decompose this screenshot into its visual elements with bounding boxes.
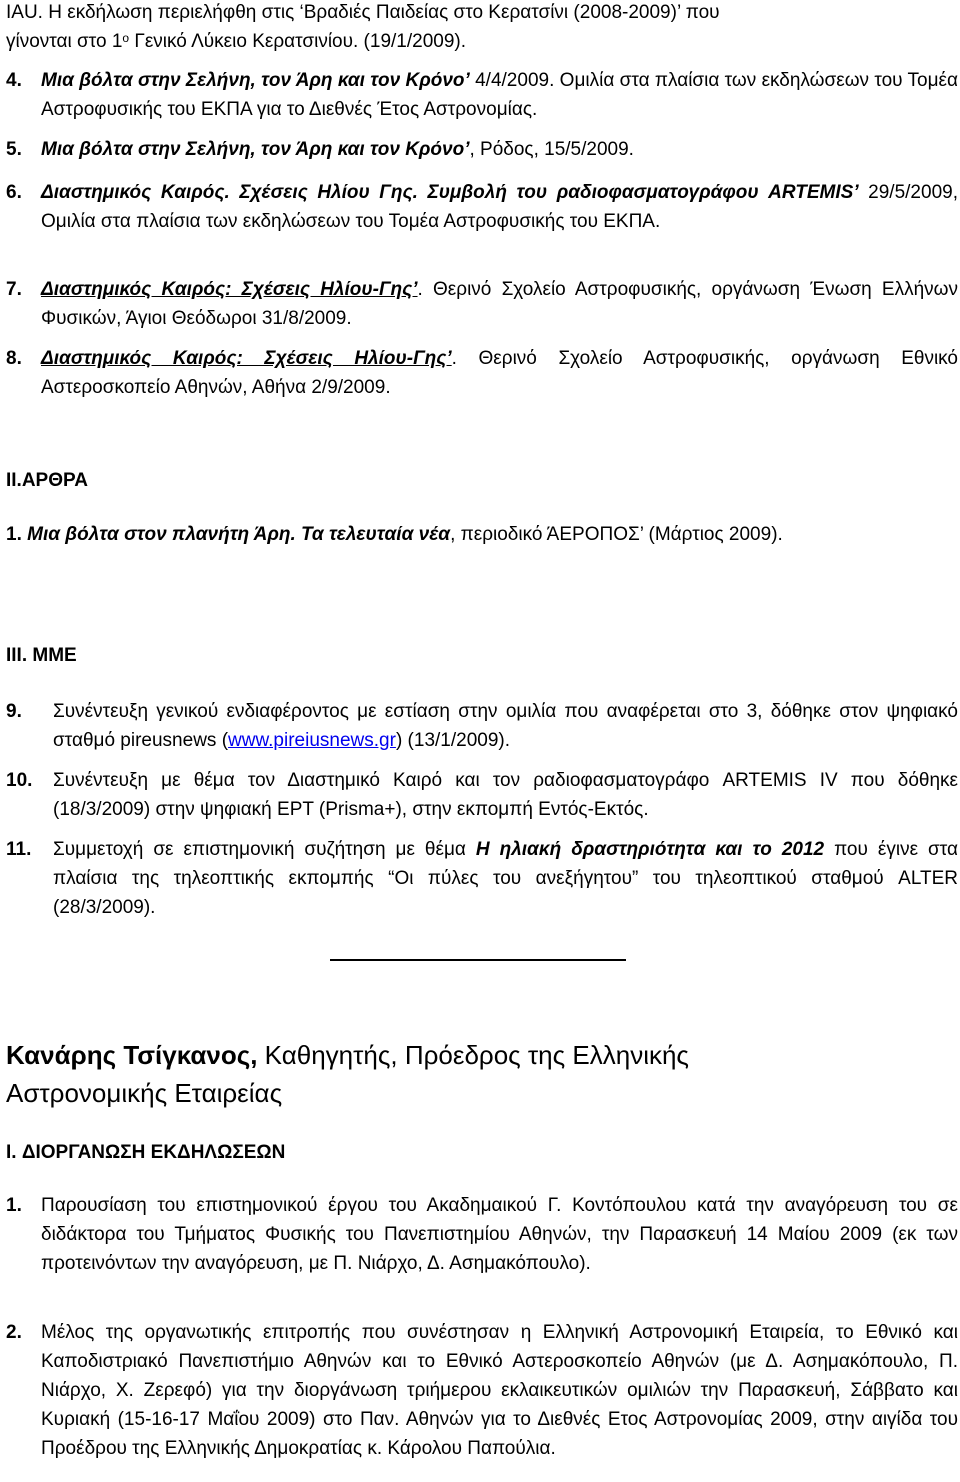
list-item-8: 8. Διαστημικός Καιρός: Σχέσεις Ηλίου-Γης’. Θερινό Σχολείο Αστροφυσικής, οργάνωση Εθνικό Αστεροσκοπείο Αθηνών, Αθήνα 2/9/2009. (6, 348, 959, 398)
person-heading (6, 1036, 906, 1112)
article-item-1: 1. Μια βόλτα στον πλανήτη Άρη. Τα τελευταία νέα, περιοδικό ΆΕΡΟΠΟΣ’ (Μάρτιος 2009). (6, 524, 783, 545)
section-heading-events: I. ΔΙΟΡΓΑΝΩΣΗ ΕΚΔΗΛΩΣΕΩΝ (6, 1142, 286, 1163)
intro-paragraph (6, 0, 958, 56)
event-item-2: 2. Μέλος της οργανωτικής επιτροπής που συνέστησαν η Ελληνική Αστρονομική Εταιρεία, το Εθνικό και Καποδιστριακό Πανεπιστήμιο Αθηνών και το Εθνικό Αστεροσκοπείο Αθηνών (με Δ. Ασημακόπουλο, Π. Νιάρχο, Χ. Ζερεφό) για την διοργάνωση τριήμερου εκλαικευτικών ομιλιών την Παρασκευή, Σάββατο και Κυριακή (15-16-17 Μαΐου 2009) στο Παν. Αθηνών για το Διεθνές Ετος Αστρονομίας 2009, στην αιγίδα του Προέδρου της Ελληνικής Δημοκρατίας κ. Κάρολου Παπούλια. (6, 1322, 958, 1459)
person-heading-line-2: Αστρονομικής Εταιρείας (6, 1078, 283, 1108)
intro-line-1: IAU. Η εκδήλωση περιελήφθη στις ‘Βραδιές Παιδείας στο Κερατσίνι (2008-2009)’ που (6, 2, 720, 23)
media-item-10: 10. Συνέντευξη με θέμα τον Διαστημικό Καιρό και τον ραδιοφασματογράφο ARTEMIS IV που δόθηκε (18/3/2009) στην ψηφιακή ΕΡΤ (Prisma+), στην εκπομπή Εντός-Εκτός. (6, 770, 958, 820)
superscript: ο (122, 31, 130, 45)
separator-line (330, 959, 626, 961)
list-item-5: 5. Μια βόλτα στην Σελήνη, τον Άρη και τον Κρόνο’, Ρόδος, 15/5/2009. (6, 139, 634, 160)
pireiusnews-link[interactable]: www.pireiusnews.gr (228, 730, 396, 751)
list-item-6: 6. Διαστημικός Καιρός. Σχέσεις Ηλίου Γης. Συμβολή του ραδιοφασματογράφου ARTEMIS’ 29/5/2009, Ομιλία στα πλαίσια των εκδηλώσεων του Τομέα Αστροφυσικής του ΕΚΠΑ. (6, 182, 958, 232)
list-item-7: 7. Διαστημικός Καιρός: Σχέσεις Ηλίου-Γης’. Θερινό Σχολείο Αστροφυσικής, οργάνωση Ένωση Ελλήνων Φυσικών, Άγιοι Θεόδωροι 31/8/2009. (6, 279, 959, 329)
list-item-4: 4. Μια βόλτα στην Σελήνη, τον Άρη και τον Κρόνο’ 4/4/2009. Ομιλία στα πλαίσια των εκδηλώσεων του Τομέα Αστροφυσικής του ΕΚΠΑ για το Διεθνές Έτος Αστρονομίας. (6, 70, 958, 120)
event-item-1: 1. Παρουσίαση του επιστημονικού έργου του Ακαδημαικού Γ. Κοντόπουλου κατά την αναγόρευση του σε διδάκτορα του Τμήματος Φυσικής του Πανεπιστημίου Αθηνών, την Παρασκευή 14 Μαίου 2009 (εκ των προτεινόντων την αναγόρευση, με Π. Νιάρχο, Δ. Ασημακόπουλο). (6, 1195, 958, 1274)
media-item-11: 11. Συμμετοχή σε επιστημονική συζήτηση με θέμα Η ηλιακή δραστηριότητα και το 2012 που έγινε στα πλαίσια της τηλεοπτικής εκπομπής “Οι πύλες του ανεξήγητου” του τηλεοπτικού σταθμού ALTER (28/3/2009). (6, 839, 958, 918)
section-heading-articles: II.ΑΡΘΡΑ (6, 470, 88, 491)
person-heading-line-1: Κανάρης Τσίγκανος, Καθηγητής, Πρόεδρος της Ελληνικής (6, 1040, 689, 1070)
media-item-9: 9. Συνέντευξη γενικού ενδιαφέροντος με εστίαση στην ομιλία που αναφέρεται στο 3, δόθηκε στον ψηφιακό σταθμό pireusnews (www.pireiusnews.gr) (13/1/2009). (6, 701, 958, 751)
intro-line-2: γίνονται στο $1^o$ Γενικό Λύκειο Κερατσινίου. (19/1/2009). (6, 31, 467, 52)
section-heading-media: III. ΜΜΕ (6, 645, 77, 666)
